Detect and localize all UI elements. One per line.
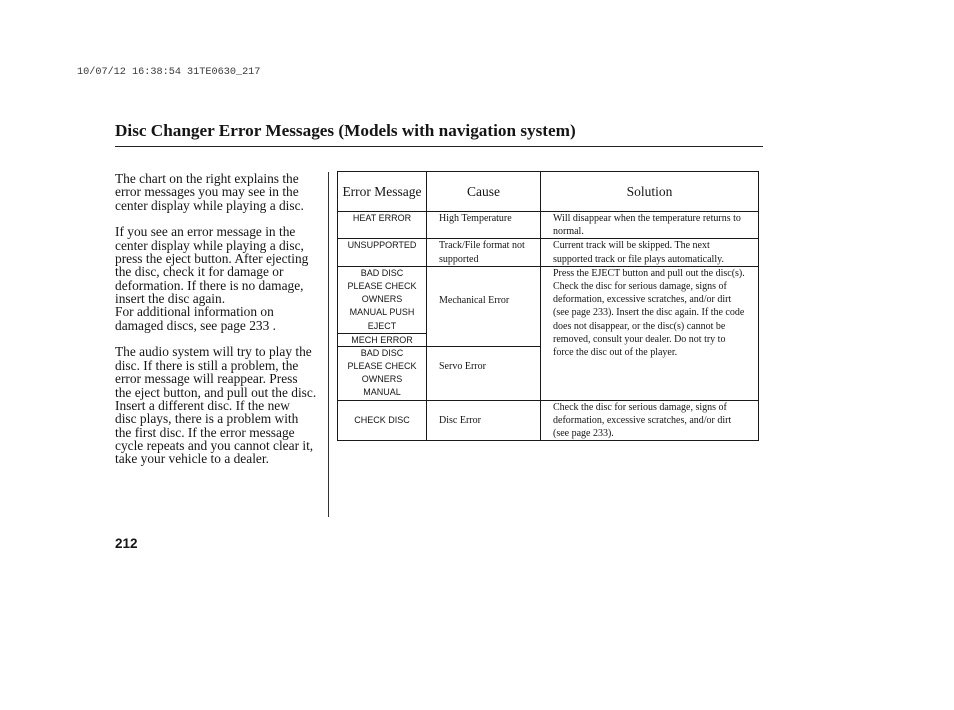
error-message-line: HEAT ERROR: [352, 213, 412, 223]
error-message-line: MECH ERROR: [351, 334, 413, 345]
intro-paragraph-2: [115, 225, 325, 332]
print-timestamp: 10/07/12 16:38:54 31TE0630_217: [77, 67, 261, 78]
error-message-line: PLEASE CHECK: [347, 361, 417, 372]
page-title: Disc Changer Error Messages (Models with navigation system): [115, 121, 576, 140]
text-line: the disc, check it for damage or: [115, 264, 284, 280]
error-message-table: [337, 171, 759, 441]
error-message-line: MANUAL PUSH: [349, 307, 415, 318]
error-message-line: BAD DISC: [360, 347, 404, 358]
error-message-line: OWNERS: [361, 294, 403, 305]
table-row: [338, 266, 759, 333]
solution-line: does not disappear, or the disc(s) cannot be: [553, 320, 726, 332]
error-message-cell: [338, 212, 427, 239]
title-divider: [115, 146, 763, 147]
text-line: deformation. If there is no damage,: [115, 277, 304, 293]
error-message-cell: [338, 239, 427, 266]
table-row: [338, 400, 759, 441]
text-line: the first disc. If the error message: [115, 424, 295, 440]
solution-line: Press the EJECT button and pull out the disc(s).: [553, 267, 745, 279]
text-line: If you see an error message in the: [115, 224, 296, 240]
text-line: disc plays, there is a problem with: [115, 411, 299, 427]
error-message-line: EJECT: [367, 320, 397, 331]
text-line: cycle repeats and you cannot clear it,: [115, 437, 314, 453]
header-solution: Solution: [541, 172, 759, 212]
error-message-line: BAD DISC: [360, 267, 404, 278]
text-line: center display while playing a disc.: [115, 197, 304, 213]
cause-line: supported: [439, 253, 479, 265]
table-row: [338, 239, 759, 266]
cause-cell: [427, 266, 541, 346]
intro-column: [115, 172, 325, 479]
text-line: For additional information on: [115, 304, 274, 320]
error-message-cell: [338, 400, 427, 441]
error-message-line: OWNERS: [361, 374, 403, 385]
solution-line: Check the disc for serious damage, signs of: [553, 281, 727, 293]
solution-cell: [541, 212, 759, 239]
header-cause: Cause: [427, 172, 541, 212]
intro-paragraph-3: [115, 345, 325, 465]
text-line: take your vehicle to a dealer.: [115, 451, 269, 467]
cause-cell: [427, 212, 541, 239]
text-line: Insert a different disc. If the new: [115, 397, 290, 413]
text-line: press the eject button. After ejecting: [115, 251, 309, 267]
error-message-line: PLEASE CHECK: [347, 281, 417, 292]
text-line: damaged discs, see page 233 .: [115, 317, 277, 333]
cause-cell: [427, 346, 541, 400]
solution-cell: [541, 400, 759, 441]
table-header-row: [338, 172, 759, 212]
cause-cell: [427, 239, 541, 266]
table-row: [338, 212, 759, 239]
error-message-cell: [338, 333, 427, 346]
solution-line: force the disc out of the player.: [553, 347, 678, 359]
text-line: center display while playing a disc,: [115, 237, 304, 253]
column-divider: [328, 172, 329, 517]
cause-line: High Temperature: [439, 213, 512, 224]
cause-cell: [427, 400, 541, 441]
cause-line: Track/File format not: [439, 240, 525, 252]
error-message-line: UNSUPPORTED: [347, 240, 417, 251]
cause-line: Disc Error: [439, 414, 481, 426]
page-number: 212: [115, 536, 138, 551]
text-line: The chart on the right explains the: [115, 171, 299, 186]
solution-line: normal.: [553, 226, 584, 238]
solution-line: supported track or file plays automatically.: [553, 253, 724, 265]
solution-line: Check the disc for serious damage, signs of: [553, 401, 727, 413]
cause-line: Servo Error: [439, 360, 486, 372]
solution-line: deformation, excessive scratches, and/or dirt: [553, 294, 732, 306]
solution-line: (see page 233). Insert the disc again. If the code: [553, 307, 745, 319]
text-line: error message will reappear. Press: [115, 371, 298, 387]
solution-cell: [541, 239, 759, 266]
error-message-line: CHECK DISC: [354, 414, 410, 425]
solution-cell: [541, 266, 759, 400]
solution-line: (see page 233).: [553, 428, 614, 440]
cause-line: Mechanical Error: [439, 294, 510, 306]
text-line: disc. If there is still a problem, the: [115, 357, 299, 373]
solution-line: Will disappear when the temperature returns to: [553, 213, 741, 224]
solution-line: Current track will be skipped. The next: [553, 240, 710, 252]
error-message-line: MANUAL: [363, 387, 401, 398]
solution-line: removed, consult your dealer. Do not try to: [553, 333, 726, 345]
error-message-cell: [338, 266, 427, 333]
intro-paragraph-1: [115, 172, 325, 212]
text-line: insert the disc again.: [115, 291, 226, 307]
error-message-cell: [338, 346, 427, 400]
solution-line: deformation, excessive scratches, and/or dirt: [553, 414, 732, 426]
text-line: error messages you may see in the: [115, 184, 299, 200]
text-line: The audio system will try to play the: [115, 344, 312, 360]
header-error-message: Error Message: [338, 172, 427, 212]
text-line: the eject button, and pull out the disc.: [115, 384, 317, 400]
